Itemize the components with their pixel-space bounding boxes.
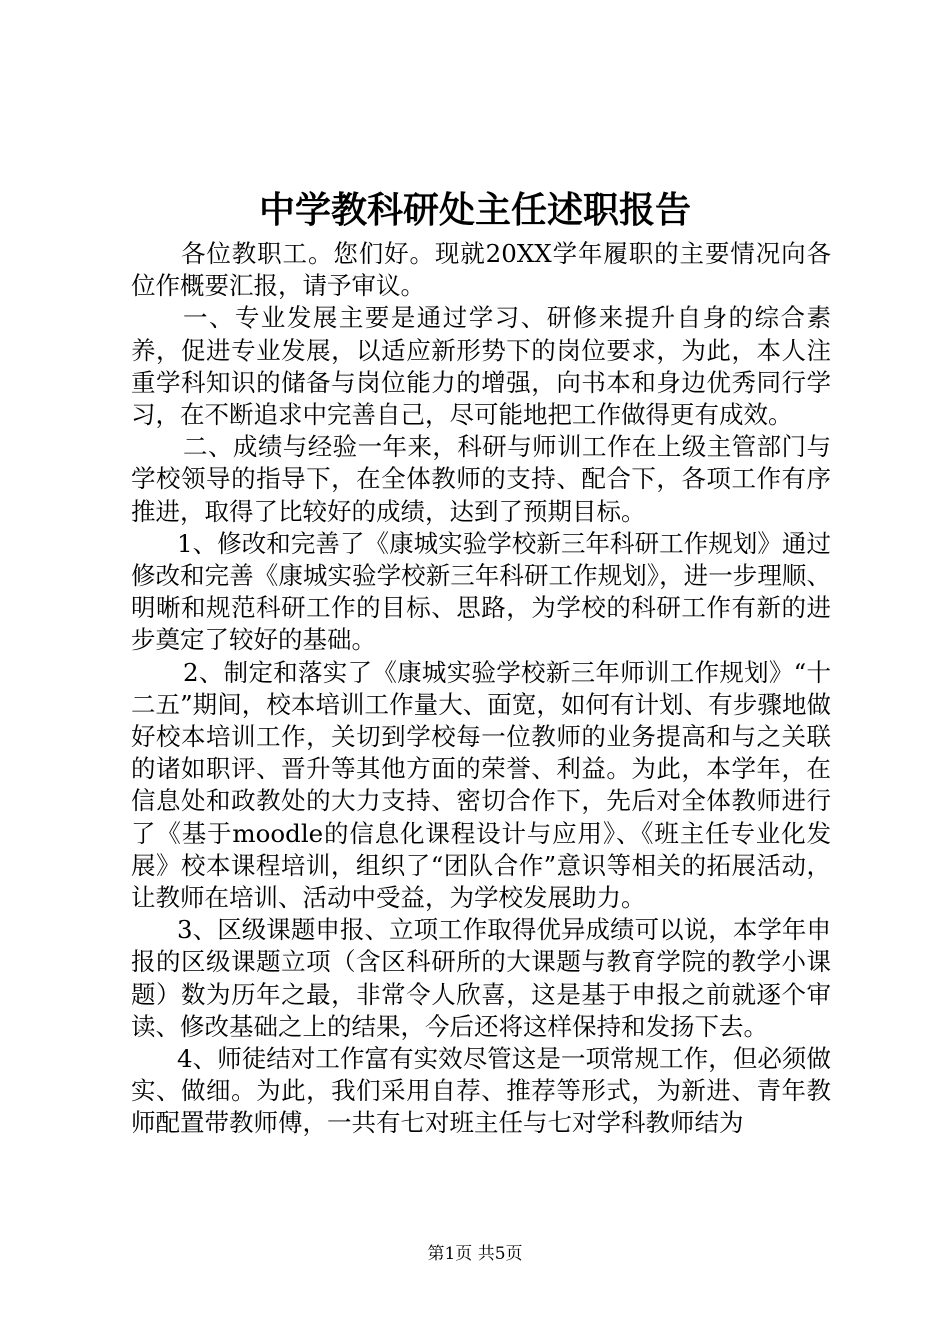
page-footer: 第1页 共5页 (427, 1244, 523, 1264)
body-paragraph: 二、成绩与经验一年来，科研与师训工作在上级主管部门与学校领导的指导下，在全体教师的支持、配合下，各项工作有序推进，取得了比较好的成绩，达到了预期目标。 (131, 432, 831, 526)
body-paragraph: 一、专业发展主要是通过学习、研修来提升自身的综合素养，促进专业发展，以适应新形势下的岗位要求，为此，本人注重学科知识的储备与岗位能力的增强，向书本和身边优秀同行学习，在不断追求中完善自己，尽可能地把工作做得更有成效。 (131, 303, 831, 430)
document-body (131, 238, 831, 1140)
body-paragraph: 4、师徒结对工作富有实效尽管这是一项常规工作，但必须做实、做细。为此，我们采用自荐、推荐等形式，为新进、青年教师配置带教师傅，一共有七对班主任与七对学科教师结为 (131, 1044, 831, 1138)
body-paragraph: 1、修改和完善了《康城实验学校新三年科研工作规划》通过修改和完善《康城实验学校新三年科研工作规划》，进一步理顺、明晰和规范科研工作的目标、思路，为学校的科研工作有新的进步奠定了较好的基础。 (131, 528, 831, 655)
body-paragraph: 各位教职工。您们好。现就20XX学年履职的主要情况向各位作概要汇报，请予审议。 (131, 239, 831, 301)
body-paragraph: 3、区级课题申报、立项工作取得优异成绩可以说，本学年申报的区级课题立项（含区科研所的大课题与教育学院的教学小课题）数为历年之最，非常令人欣喜，这是基于申报之前就逐个审读、修改基础之上的结果，今后还将这样保持和发扬下去。 (131, 915, 831, 1041)
document-title: 中学教科研处主任述职报告 (258, 189, 691, 231)
body-paragraph: 2、制定和落实了《康城实验学校新三年师训工作规划》“十二五”期间，校本培训工作量大、面宽，如何有计划、有步骤地做好校本培训工作，关切到学校每一位教师的业务提高和与之关联的诸如职评、晋升等其他方面的荣誉、利益。为此，本学年，在信息处和政教处的大力支持、密切合作下，先后对全体教师进行了《基于moodle的信息化课程设计与应用》、《班主任专业化发展》校本课程培训，组织了“团队合作”意识等相关的拓展活动，让教师在培训、活动中受益，为学校发展助力。 (131, 657, 831, 913)
